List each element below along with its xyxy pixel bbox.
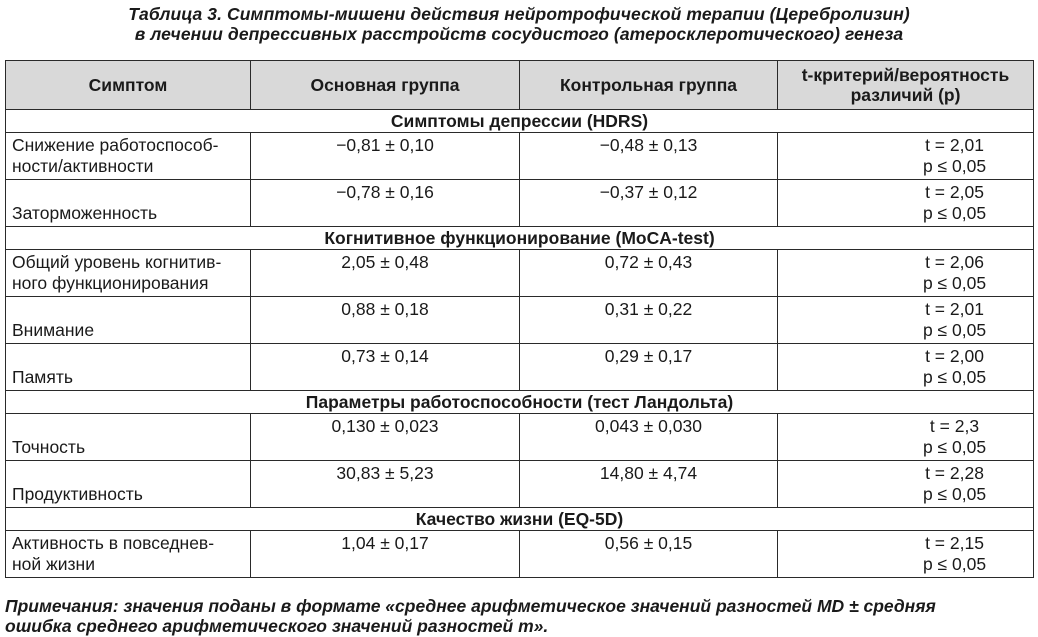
main-group-cell: 0,130 ± 0,023 <box>251 414 520 461</box>
main-group-cell: 0,88 ± 0,18 <box>251 297 520 344</box>
symptom-line-2: ности/активности <box>12 156 154 176</box>
header-control-group: Контрольная группа <box>520 61 778 110</box>
symptom-cell <box>6 180 251 227</box>
section-title: Когнитивное функционирование (MoCA-test) <box>6 227 1034 250</box>
table-note <box>5 596 1035 636</box>
table-row <box>6 180 1034 227</box>
header-t-line-2: различий (p) <box>850 85 961 105</box>
t-criterion-cell <box>778 180 1034 227</box>
symptom-line-2: Заторможенность <box>12 203 158 223</box>
main-group-cell: −0,78 ± 0,16 <box>251 180 520 227</box>
p-value: p ≤ 0,05 <box>922 320 987 340</box>
symptom-line-2: Продуктивность <box>12 484 143 504</box>
t-criterion-cell <box>778 250 1034 297</box>
control-group-cell: 0,29 ± 0,17 <box>520 344 778 391</box>
header-t-criterion <box>778 61 1034 110</box>
t-value: t = 2,28 <box>925 463 984 483</box>
section-row <box>6 227 1034 250</box>
t-value: t = 2,01 <box>925 299 984 319</box>
t-value: t = 2,3 <box>929 416 980 436</box>
note-line-2: ошибка среднего арифметического значений разностей m». <box>5 616 549 636</box>
p-value: p ≤ 0,05 <box>922 203 987 223</box>
table-row <box>6 414 1034 461</box>
symptom-line-1: Снижение работоспособ- <box>12 135 219 155</box>
t-value: t = 2,06 <box>925 252 984 272</box>
table-row <box>6 531 1034 578</box>
p-value: p ≤ 0,05 <box>922 156 987 176</box>
control-group-cell: 0,31 ± 0,22 <box>520 297 778 344</box>
control-group-cell: 0,56 ± 0,15 <box>520 531 778 578</box>
control-group-cell: −0,48 ± 0,13 <box>520 133 778 180</box>
note-line-1: Примечания: значения поданы в формате «среднее арифметическое значений разностей MD ± средняя <box>5 596 936 616</box>
main-group-cell: 0,73 ± 0,14 <box>251 344 520 391</box>
t-value: t = 2,00 <box>925 346 984 366</box>
t-value: t = 2,15 <box>925 533 984 553</box>
header-row <box>6 61 1034 110</box>
symptom-line-2: Точность <box>12 437 86 457</box>
t-criterion-cell <box>778 414 1034 461</box>
t-criterion-cell <box>778 531 1034 578</box>
section-title: Симптомы депрессии (HDRS) <box>6 110 1034 133</box>
control-group-cell: 0,043 ± 0,030 <box>520 414 778 461</box>
control-group-cell: 14,80 ± 4,74 <box>520 461 778 508</box>
section-row <box>6 391 1034 414</box>
t-criterion-cell <box>778 297 1034 344</box>
p-value: p ≤ 0,05 <box>922 437 987 457</box>
main-group-cell: −0,81 ± 0,10 <box>251 133 520 180</box>
caption-line-1: Таблица 3. Симптомы-мишени действия нейротрофической терапии (Церебролизин) <box>128 4 910 24</box>
symptom-line-2: ной жизни <box>12 554 95 574</box>
table-caption <box>0 4 1038 44</box>
symptom-cell <box>6 250 251 297</box>
table-row <box>6 344 1034 391</box>
main-group-cell: 1,04 ± 0,17 <box>251 531 520 578</box>
symptom-line-1: Общий уровень когнитив- <box>12 252 222 272</box>
t-criterion-cell <box>778 133 1034 180</box>
control-group-cell: 0,72 ± 0,43 <box>520 250 778 297</box>
caption-line-2: в лечении депрессивных расстройств сосудистого (атеросклеротического) генеза <box>134 24 904 44</box>
symptom-cell <box>6 414 251 461</box>
t-criterion-cell <box>778 344 1034 391</box>
symptom-line-2: Внимание <box>12 320 95 340</box>
symptom-cell <box>6 297 251 344</box>
section-row <box>6 110 1034 133</box>
main-group-cell: 2,05 ± 0,48 <box>251 250 520 297</box>
header-symptom: Симптом <box>6 61 251 110</box>
symptom-cell <box>6 133 251 180</box>
symptoms-table <box>5 60 1034 578</box>
symptom-cell <box>6 461 251 508</box>
symptom-line-2: Память <box>12 367 73 387</box>
header-t-line-1: t-критерий/вероятность <box>801 65 1010 85</box>
table-row <box>6 250 1034 297</box>
control-group-cell: −0,37 ± 0,12 <box>520 180 778 227</box>
t-value: t = 2,01 <box>925 135 984 155</box>
p-value: p ≤ 0,05 <box>922 484 987 504</box>
p-value: p ≤ 0,05 <box>922 554 987 574</box>
section-row <box>6 508 1034 531</box>
p-value: p ≤ 0,05 <box>922 367 987 387</box>
t-criterion-cell <box>778 461 1034 508</box>
symptom-line-2: ного функционирования <box>12 273 209 293</box>
header-main-group: Основная группа <box>251 61 520 110</box>
t-value: t = 2,05 <box>925 182 984 202</box>
symptom-line-1: Активность в повседнев- <box>12 533 215 553</box>
p-value: p ≤ 0,05 <box>922 273 987 293</box>
symptom-cell <box>6 344 251 391</box>
main-group-cell: 30,83 ± 5,23 <box>251 461 520 508</box>
table-row <box>6 461 1034 508</box>
symptom-cell <box>6 531 251 578</box>
table-row <box>6 133 1034 180</box>
section-title: Параметры работоспособности (тест Ландольта) <box>6 391 1034 414</box>
table-row <box>6 297 1034 344</box>
section-title: Качество жизни (EQ-5D) <box>6 508 1034 531</box>
